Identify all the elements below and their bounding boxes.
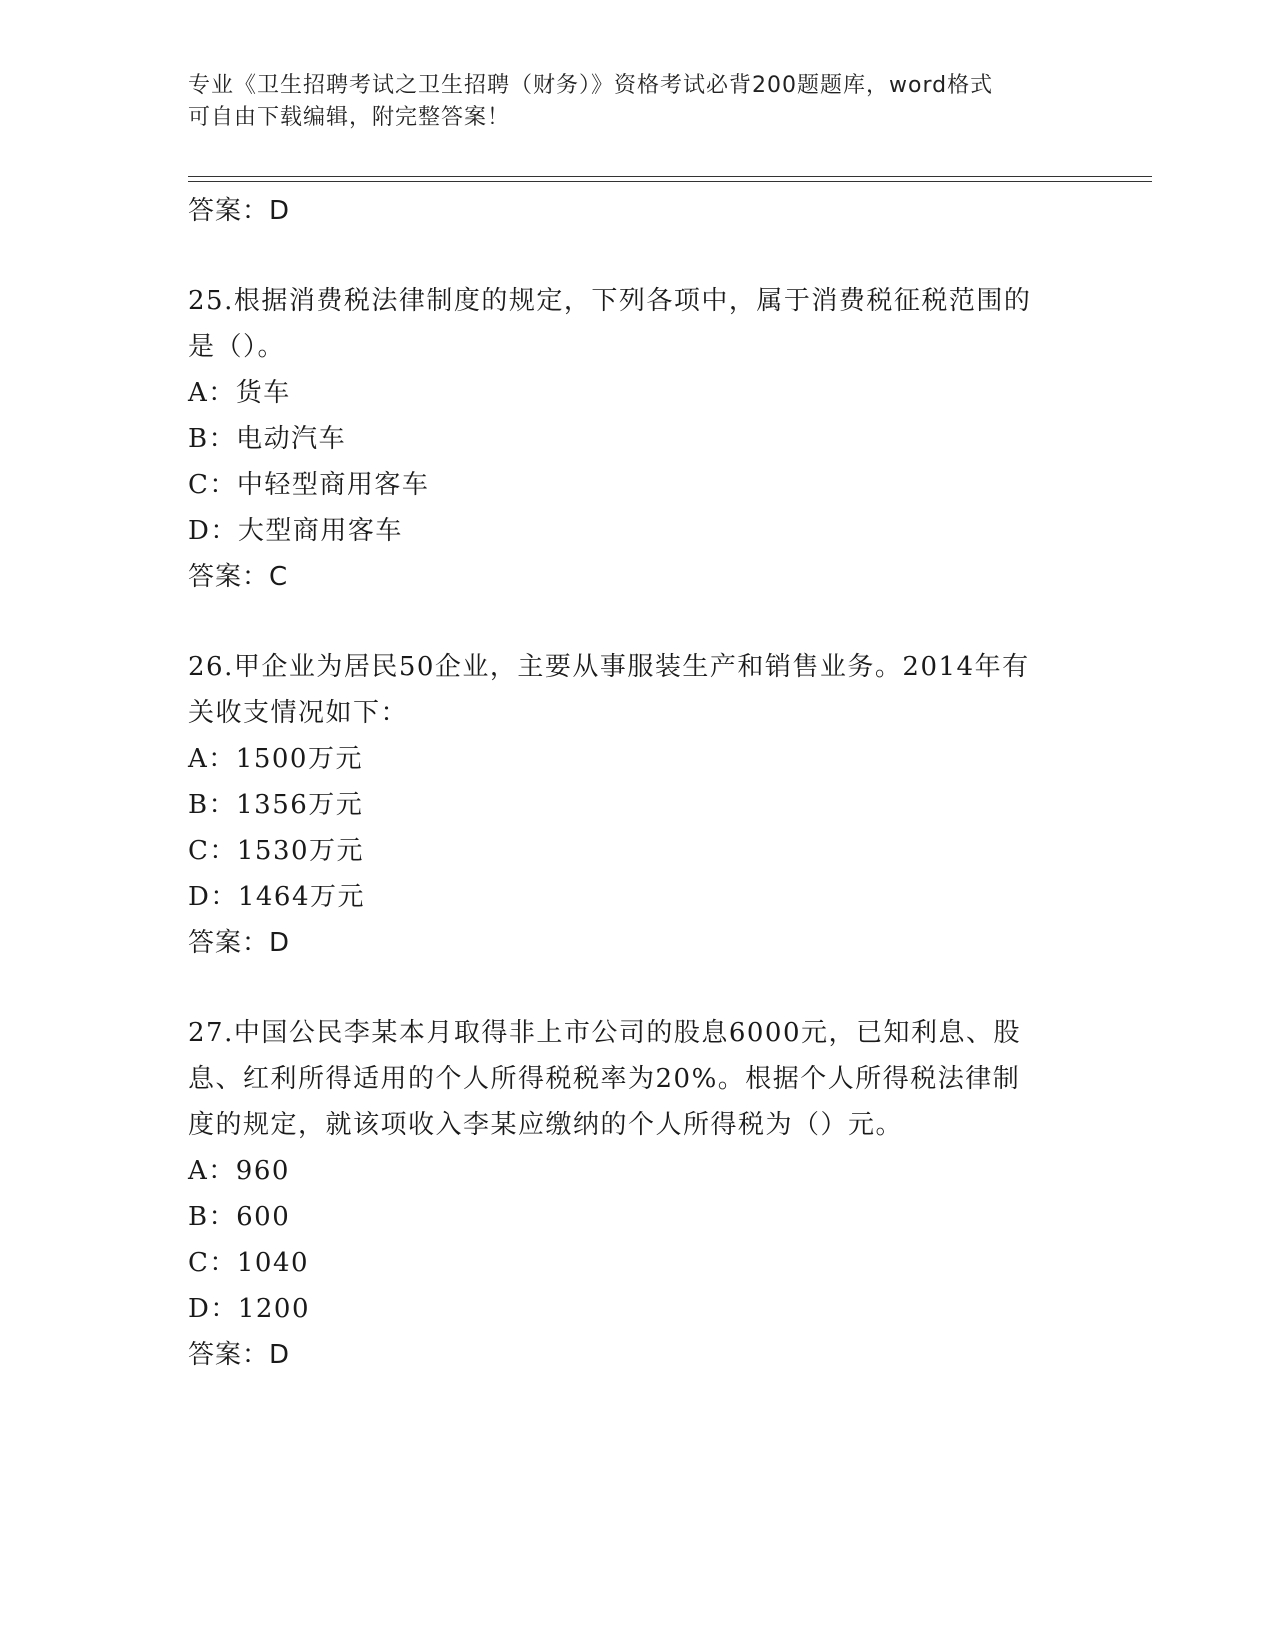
option-b: B：电动汽车 <box>188 424 347 454</box>
option-a: A：960 <box>188 1156 290 1186</box>
previous-answer: 答案：D <box>188 196 291 226</box>
header-rule-bottom <box>188 181 1152 182</box>
option-c: C：中轻型商用客车 <box>188 470 430 500</box>
header-line-2: 可自由下载编辑，附完整答案！ <box>188 105 511 130</box>
option-c: C：1040 <box>188 1248 310 1278</box>
question-stem-line: 27.中国公民李某本月取得非上市公司的股息6000元，已知利息、股 <box>188 1018 1022 1048</box>
option-a: A：1500万元 <box>188 744 363 774</box>
option-b: B：1356万元 <box>188 790 364 820</box>
spacer <box>188 966 1088 1010</box>
option-d: D：大型商用客车 <box>188 516 403 546</box>
question-26 <box>188 644 1088 966</box>
question-stem-line: 息、红利所得适用的个人所得税税率为20%。根据个人所得税法律制 <box>188 1064 1021 1094</box>
header-rule-top <box>188 176 1152 177</box>
spacer <box>188 234 1088 278</box>
question-stem-line: 关收支情况如下： <box>188 698 409 728</box>
option-c: C：1530万元 <box>188 836 365 866</box>
question-stem-line: 是（）。 <box>188 332 286 362</box>
question-answer: 答案：D <box>188 1340 291 1370</box>
question-25 <box>188 278 1088 600</box>
option-d: D：1464万元 <box>188 882 366 912</box>
question-27 <box>188 1010 1088 1378</box>
option-a: A：货车 <box>188 378 291 408</box>
question-stem-line: 25.根据消费税法律制度的规定，下列各项中，属于消费税征税范围的 <box>188 286 1032 316</box>
option-b: B：600 <box>188 1202 291 1232</box>
document-header <box>188 70 1068 134</box>
question-list <box>188 188 1088 1378</box>
question-stem-line: 度的规定，就该项收入李某应缴纳的个人所得税为（）元。 <box>188 1110 904 1140</box>
option-d: D：1200 <box>188 1294 311 1324</box>
spacer <box>188 600 1088 644</box>
question-answer: 答案：D <box>188 928 291 958</box>
question-stem-line: 26.甲企业为居民50企业，主要从事服装生产和销售业务。2014年有 <box>188 652 1030 682</box>
header-line-1: 专业《卫生招聘考试之卫生招聘（财务）》资格考试必背200题题库，word格式 <box>188 73 994 98</box>
question-answer: 答案：C <box>188 562 289 592</box>
